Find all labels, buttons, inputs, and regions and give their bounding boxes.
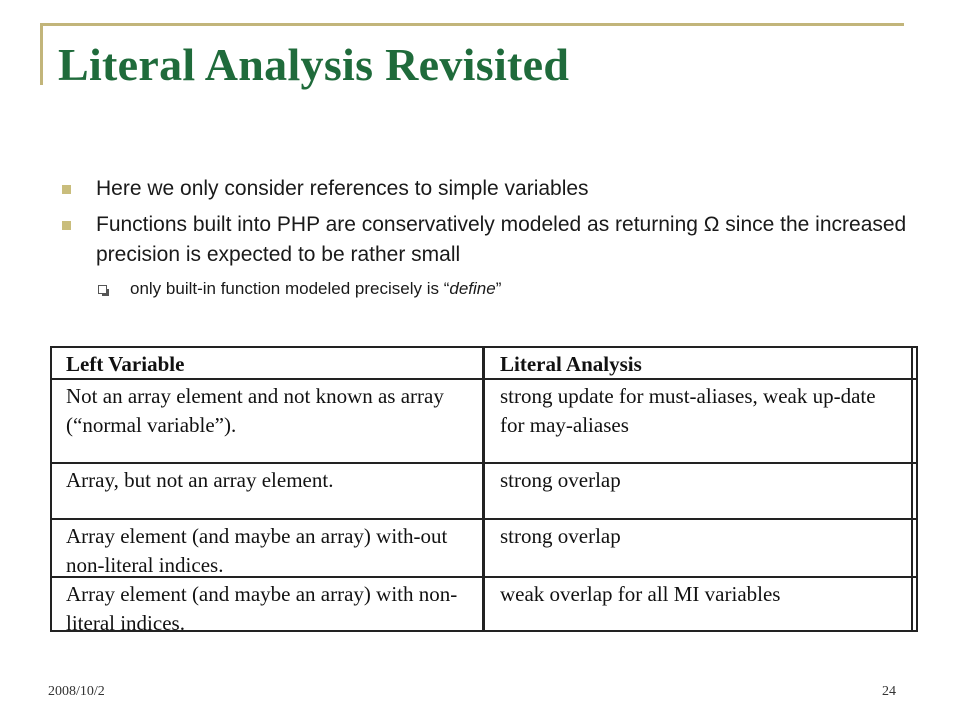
bullet-list [62, 174, 922, 302]
analysis-table [50, 346, 918, 635]
bullet-text: Here we only consider references to simple variables [96, 177, 589, 200]
frame-top-line [40, 23, 904, 26]
sub-bullet-item [62, 276, 922, 302]
hollow-square-bullet-icon [98, 285, 107, 294]
table-row [52, 520, 916, 578]
table-cell-left: Array element (and maybe an array) with-out non-literal indices. [66, 524, 448, 577]
sub-bullet-emphasis: define [449, 279, 496, 298]
table-cell-right: weak overlap for all MI variables [500, 582, 781, 606]
square-bullet-icon [62, 221, 71, 230]
table-cell-left: Array, but not an array element. [66, 468, 334, 492]
table-row [52, 464, 916, 520]
table-cell-right: strong overlap [500, 468, 621, 492]
footer-page-number: 24 [882, 684, 896, 699]
frame-left-line [40, 23, 43, 85]
table-cell-left: Array element (and maybe an array) with non-literal indices. [66, 582, 458, 635]
table-header-right: Literal Analysis [500, 352, 642, 376]
table-cell-right: strong update for must-aliases, weak up-date for may-aliases [500, 384, 876, 437]
table-header-row [52, 348, 916, 380]
bullet-item [62, 210, 922, 270]
table-header-left: Left Variable [66, 352, 185, 376]
table-row [52, 578, 916, 635]
table-cell-left: Not an array element and not known as array (“normal variable”). [66, 384, 444, 437]
footer-date: 2008/10/2 [48, 684, 105, 699]
bullet-item [62, 174, 922, 204]
table-row [52, 380, 916, 464]
bullet-text: Functions built into PHP are conservatively modeled as returning Ω since the increased precision is expected to be rather small [96, 213, 907, 266]
square-bullet-icon [62, 185, 71, 194]
table-cell-right: strong overlap [500, 524, 621, 548]
sub-bullet-suffix: ” [495, 279, 502, 298]
slide-title: Literal Analysis Revisited [58, 39, 570, 90]
sub-bullet-prefix: only built-in function modeled precisely is “ [130, 279, 450, 298]
